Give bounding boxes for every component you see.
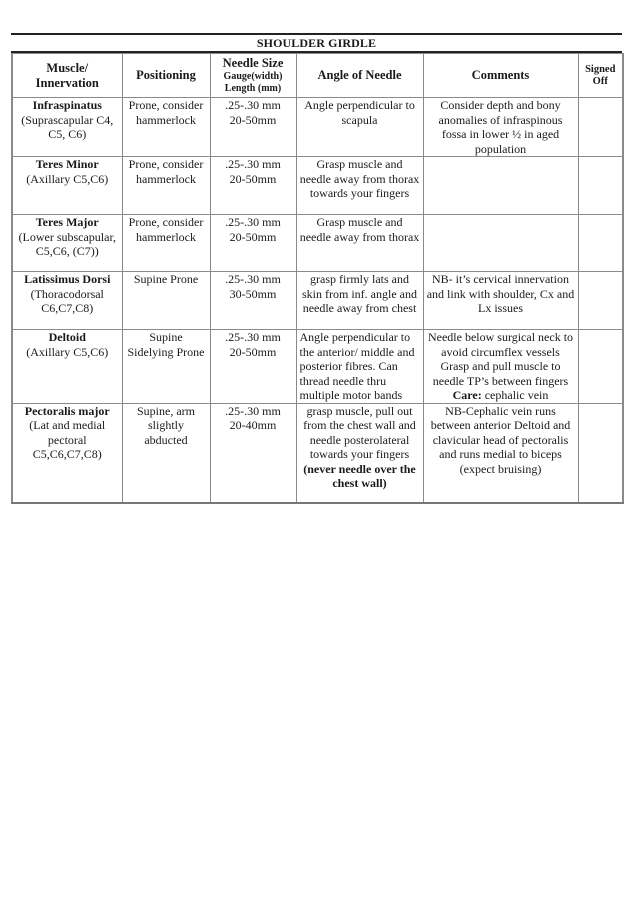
needle-size-cell bbox=[210, 215, 296, 272]
comments-cell bbox=[423, 330, 578, 404]
needle-size-cell bbox=[210, 98, 296, 157]
needle-gauge: .25-.30 mm bbox=[225, 403, 281, 418]
angle-warning: (never needle over the chest wall) bbox=[303, 461, 416, 490]
positioning-cell: Supine Sidelying Prone bbox=[122, 330, 210, 404]
muscle-cell bbox=[12, 272, 122, 330]
innervation: (Suprascapular C4, C5, C6) bbox=[21, 112, 114, 141]
innervation: (Thoracodorsal C6,C7,C8) bbox=[30, 286, 104, 315]
comments-cell bbox=[423, 215, 578, 272]
signed-off-cell[interactable] bbox=[578, 272, 623, 330]
innervation: (Lat and medial pectoral C5,C6,C7,C8) bbox=[29, 418, 106, 461]
comments-cell: NB- it’s cervical innervation and link with shoulder, Cx and Lx issues bbox=[423, 272, 578, 330]
needle-size-cell bbox=[210, 330, 296, 404]
header-signed-off bbox=[578, 54, 623, 98]
shoulder-girdle-table bbox=[11, 53, 624, 504]
comments-care-label: Care: bbox=[452, 388, 482, 402]
muscle-name: Pectoralis major bbox=[24, 403, 110, 418]
header-muscle: Muscle/ Innervation bbox=[12, 54, 122, 98]
needle-size-cell bbox=[210, 157, 296, 215]
comments-cell: Consider depth and bony anomalies of infraspinous fossa in lower ½ in aged population bbox=[423, 98, 578, 157]
header-needle-length: Length (mm) bbox=[224, 83, 282, 94]
positioning-cell: Prone, consider hammerlock bbox=[122, 215, 210, 272]
section-title: SHOULDER GIRDLE bbox=[11, 33, 622, 53]
muscle-name: Infraspinatus bbox=[32, 98, 102, 112]
table-row bbox=[12, 98, 623, 157]
positioning-cell: Prone, consider hammerlock bbox=[122, 157, 210, 215]
muscle-cell bbox=[12, 98, 122, 157]
angle-cell: grasp firmly lats and skin from inf. angle and needle away from chest bbox=[296, 272, 423, 330]
needle-length: 30-50mm bbox=[229, 286, 277, 301]
table-row bbox=[12, 157, 623, 215]
needle-length: 20-50mm bbox=[229, 171, 277, 186]
muscle-name: Latissimus Dorsi bbox=[24, 272, 111, 286]
needle-gauge: .25-.30 mm bbox=[225, 98, 281, 112]
signed-off-cell[interactable] bbox=[578, 98, 623, 157]
signed-off-cell[interactable] bbox=[578, 403, 623, 503]
angle-cell: Angle perpendicular to scapula bbox=[296, 98, 423, 157]
needle-length: 20-40mm bbox=[229, 418, 277, 432]
needle-length: 20-50mm bbox=[229, 344, 277, 359]
positioning-cell: Supine Prone bbox=[122, 272, 210, 330]
needle-gauge: .25-.30 mm bbox=[225, 330, 281, 344]
innervation: (Axillary C5,C6) bbox=[26, 344, 109, 359]
angle-cell: Grasp muscle and needle away from thorax towards your fingers bbox=[296, 157, 423, 215]
positioning-cell: Supine, arm slightly abducted bbox=[122, 403, 210, 503]
muscle-name: Teres Minor bbox=[35, 157, 99, 171]
needle-length: 20-50mm bbox=[229, 112, 277, 127]
positioning-cell: Prone, consider hammerlock bbox=[122, 98, 210, 157]
header-needle-size bbox=[210, 54, 296, 98]
document-page bbox=[11, 33, 622, 504]
header-row bbox=[12, 54, 623, 98]
table-row bbox=[12, 403, 623, 503]
header-comments: Comments bbox=[423, 54, 578, 98]
comments-text: Needle below surgical neck to avoid circumflex vessels Grasp and pull muscle to needle TP’s between fingers bbox=[427, 330, 574, 388]
signed-off-cell[interactable] bbox=[578, 215, 623, 272]
muscle-cell bbox=[12, 215, 122, 272]
muscle-cell bbox=[12, 157, 122, 215]
header-needle-gauge: Gauge(width) bbox=[223, 71, 283, 82]
angle-cell: Grasp muscle and needle away from thorax bbox=[296, 215, 423, 272]
muscle-name: Deltoid bbox=[48, 330, 86, 344]
table-row bbox=[12, 330, 623, 404]
needle-size-cell bbox=[210, 272, 296, 330]
needle-size-cell bbox=[210, 403, 296, 503]
angle-cell: Angle perpendicular to the anterior/ middle and posterior fibres. Can thread needle thru multiple motor bands bbox=[296, 330, 423, 404]
header-positioning: Positioning bbox=[122, 54, 210, 98]
needle-gauge: .25-.30 mm bbox=[225, 157, 281, 171]
needle-gauge: .25-.30 mm bbox=[225, 215, 281, 229]
innervation: (Lower subscapular, C5,C6, (C7)) bbox=[18, 229, 116, 258]
muscle-cell bbox=[12, 330, 122, 404]
signed-off-cell[interactable] bbox=[578, 330, 623, 404]
header-signed-off-label: Signed Off bbox=[585, 63, 616, 87]
muscle-cell bbox=[12, 403, 122, 503]
innervation: (Axillary C5,C6) bbox=[26, 171, 109, 186]
muscle-name: Teres Major bbox=[35, 215, 99, 229]
angle-text: grasp muscle, pull out from the chest wall and needle posterolateral towards your fingers bbox=[303, 403, 416, 461]
table-row bbox=[12, 272, 623, 330]
needle-length: 20-50mm bbox=[229, 229, 277, 244]
comments-cell: NB-Cephalic vein runs between anterior Deltoid and clavicular head of pectoralis and runs medial to biceps (expect bruising) bbox=[423, 403, 578, 503]
signed-off-cell[interactable] bbox=[578, 157, 623, 215]
angle-cell bbox=[296, 403, 423, 503]
comments-care-text: cephalic vein bbox=[481, 388, 549, 402]
header-angle: Angle of Needle bbox=[296, 54, 423, 98]
comments-cell bbox=[423, 157, 578, 215]
needle-gauge: .25-.30 mm bbox=[225, 272, 281, 286]
header-needle-size-title: Needle Size bbox=[222, 56, 284, 70]
table-row bbox=[12, 215, 623, 272]
